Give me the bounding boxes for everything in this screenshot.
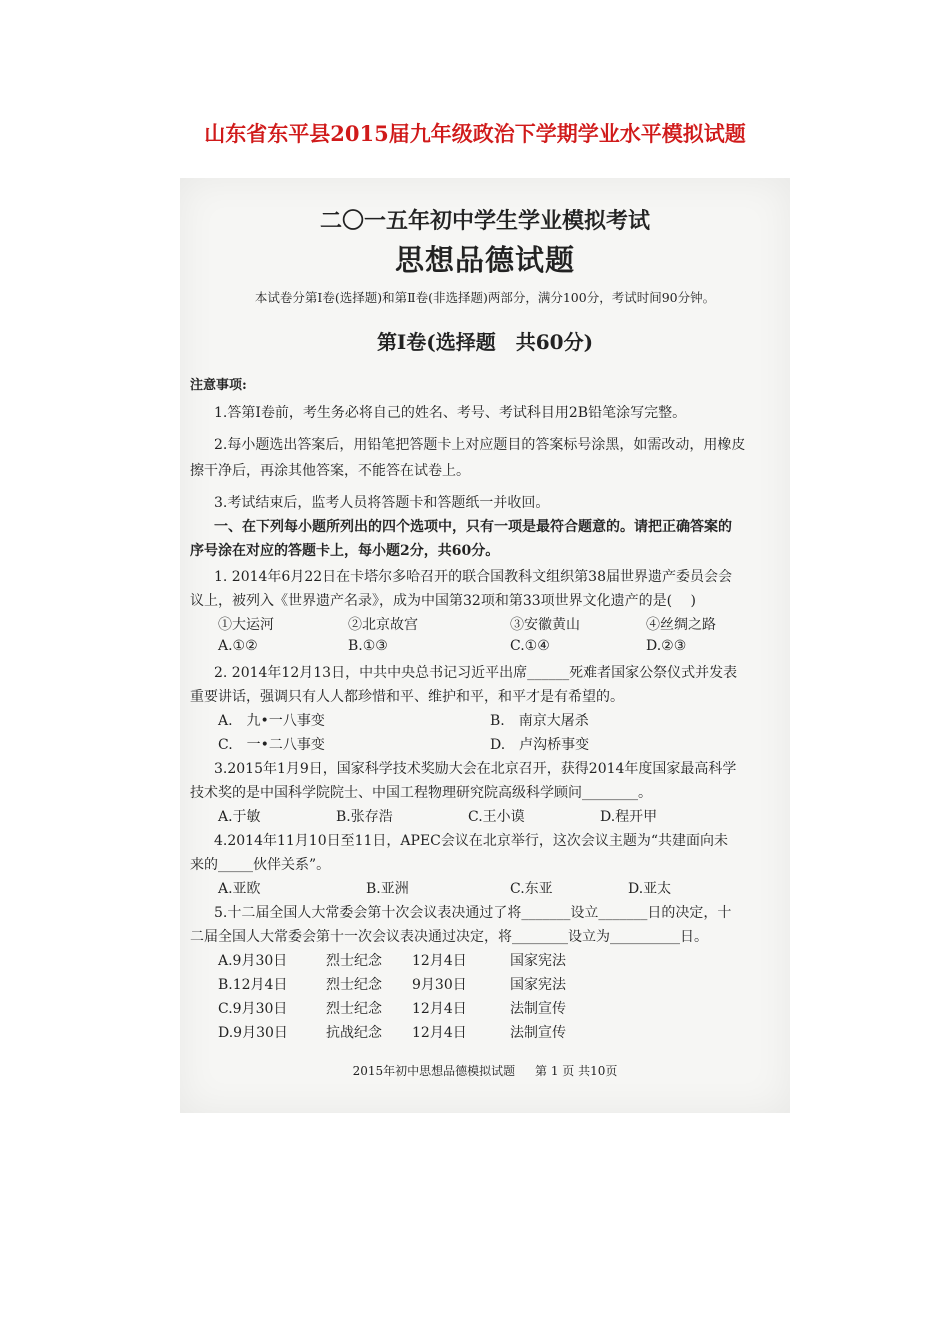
q3-line2: 技术奖的是中国科学院院士、中国工程物理研究院高级科学顾问________。	[190, 785, 652, 801]
q1-line2: 议上，被列入《世界遗产名录》，成为中国第32项和第33项世界文化遗产的是( )	[190, 593, 697, 609]
q1-option-d: D.②③	[646, 638, 687, 654]
q5-row-b-day2: 国家宪法	[510, 977, 566, 993]
note-2: 2.每小题选出答案后，用铅笔把答题卡上对应题目的答案标号涂黑，如需改动，用橡皮	[214, 437, 746, 453]
q5-row-c-date2: 12月4日	[412, 1001, 467, 1017]
q5-row-c-day2: 法制宣传	[510, 1001, 566, 1017]
q1-option-b: B.①③	[348, 638, 388, 654]
notes-heading: 注意事项:	[190, 378, 247, 393]
note-2-cont: 擦干净后，再涂其他答案，不能答在试卷上。	[190, 463, 470, 479]
q3-option-d: D.程开甲	[600, 809, 658, 825]
q5-row-a-day2: 国家宪法	[510, 953, 566, 969]
note-1: 1.答第Ⅰ卷前，考生务必将自己的姓名、考号、考试科目用2B铅笔涂写完整。	[214, 405, 687, 421]
q2-option-c: C. 一•二八事变	[218, 737, 325, 753]
q3-option-b: B.张存浩	[336, 809, 393, 825]
q5-row-a-date2: 12月4日	[412, 953, 467, 969]
q5-row-b-date1: B.12月4日	[218, 977, 288, 993]
q3-line1: 3.2015年1月9日，国家科学技术奖励大会在北京召开，获得2014年度国家最高科学	[214, 761, 737, 777]
q4-option-b: B.亚洲	[366, 881, 409, 897]
q3-option-a: A.于敏	[218, 809, 261, 825]
q2-line2: 重要讲话，强调只有人人都珍惜和平、维护和平，和平才是有希望的。	[190, 689, 624, 705]
q4-line2: 来的_____伙伴关系”。	[190, 857, 331, 873]
q2-line1: 2. 2014年12月13日，中共中央总书记习近平出席______死难者国家公祭仪式并发表	[214, 665, 738, 681]
q5-row-b-day1: 烈士纪念	[326, 977, 382, 993]
q2-option-d: D. 卢沟桥事变	[490, 737, 590, 753]
q1-item-4: ④丝绸之路	[646, 617, 716, 633]
q2-option-a: A. 九•一八事变	[218, 713, 325, 729]
q1-line1: 1. 2014年6月22日在卡塔尔多哈召开的联合国教科文组织第38届世界遗产委员会会	[214, 569, 732, 585]
section-title: 第Ⅰ卷(选择题 共60分)	[376, 330, 594, 354]
q3-option-c: C.王小谟	[468, 809, 525, 825]
q4-option-a: A.亚欧	[218, 881, 261, 897]
exam-subtitle: 思想品德试题	[394, 243, 575, 277]
part1-instruction-line2: 序号涂在对应的答题卡上，每小题2分，共60分。	[190, 543, 500, 559]
q5-row-a-day1: 烈士纪念	[326, 953, 382, 969]
q5-row-d-date1: D.9月30日	[218, 1025, 288, 1041]
q1-option-c: C.①④	[510, 638, 550, 654]
q2-option-b: B. 南京大屠杀	[490, 713, 589, 729]
document-header-title: 山东省东平县2015届九年级政治下学期学业水平模拟试题	[204, 121, 746, 146]
q4-line1: 4.2014年11月10日至11日，APEC会议在北京举行，这次会议主题为“共建面向未	[214, 833, 729, 849]
footer-exam-name: 2015年初中思想品德模拟试题	[352, 1064, 516, 1078]
page-footer	[180, 1062, 790, 1079]
q5-row-d-day1: 抗战纪念	[326, 1025, 382, 1041]
q5-row-a-date1: A.9月30日	[218, 953, 288, 969]
q5-row-c-day1: 烈士纪念	[326, 1001, 382, 1017]
note-3: 3.考试结束后，监考人员将答题卡和答题纸一并收回。	[214, 495, 550, 511]
q5-row-c-date1: C.9月30日	[218, 1001, 288, 1017]
q4-option-c: C.东亚	[510, 881, 553, 897]
q1-item-3: ③安徽黄山	[510, 617, 580, 633]
exam-title: 二〇一五年初中学生学业模拟考试	[319, 208, 650, 234]
footer-page-number: 第 1 页 共10页	[535, 1064, 618, 1078]
part1-instruction-line1: 一、在下列每小题所列出的四个选项中，只有一项是最符合题意的。请把正确答案的	[214, 519, 732, 535]
q1-item-1: ①大运河	[218, 617, 274, 633]
scanned-exam-page	[180, 178, 790, 1113]
q5-row-d-date2: 12月4日	[412, 1025, 467, 1041]
q5-line1: 5.十二届全国人大常委会第十次会议表决通过了将_______设立_______日的决定，十	[214, 905, 732, 921]
q5-line2: 二届全国人大常委会第十一次会议表决通过决定，将________设立为__________日。	[190, 929, 708, 945]
q1-option-a: A.①②	[218, 638, 258, 654]
q4-option-d: D.亚太	[628, 881, 672, 897]
exam-instructions: 本试卷分第Ⅰ卷(选择题)和第Ⅱ卷(非选择题)两部分，满分100分，考试时间90分钟。	[254, 290, 716, 305]
q5-row-d-day2: 法制宣传	[510, 1025, 566, 1041]
q5-row-b-date2: 9月30日	[412, 977, 467, 993]
q1-item-2: ②北京故宫	[348, 617, 418, 633]
